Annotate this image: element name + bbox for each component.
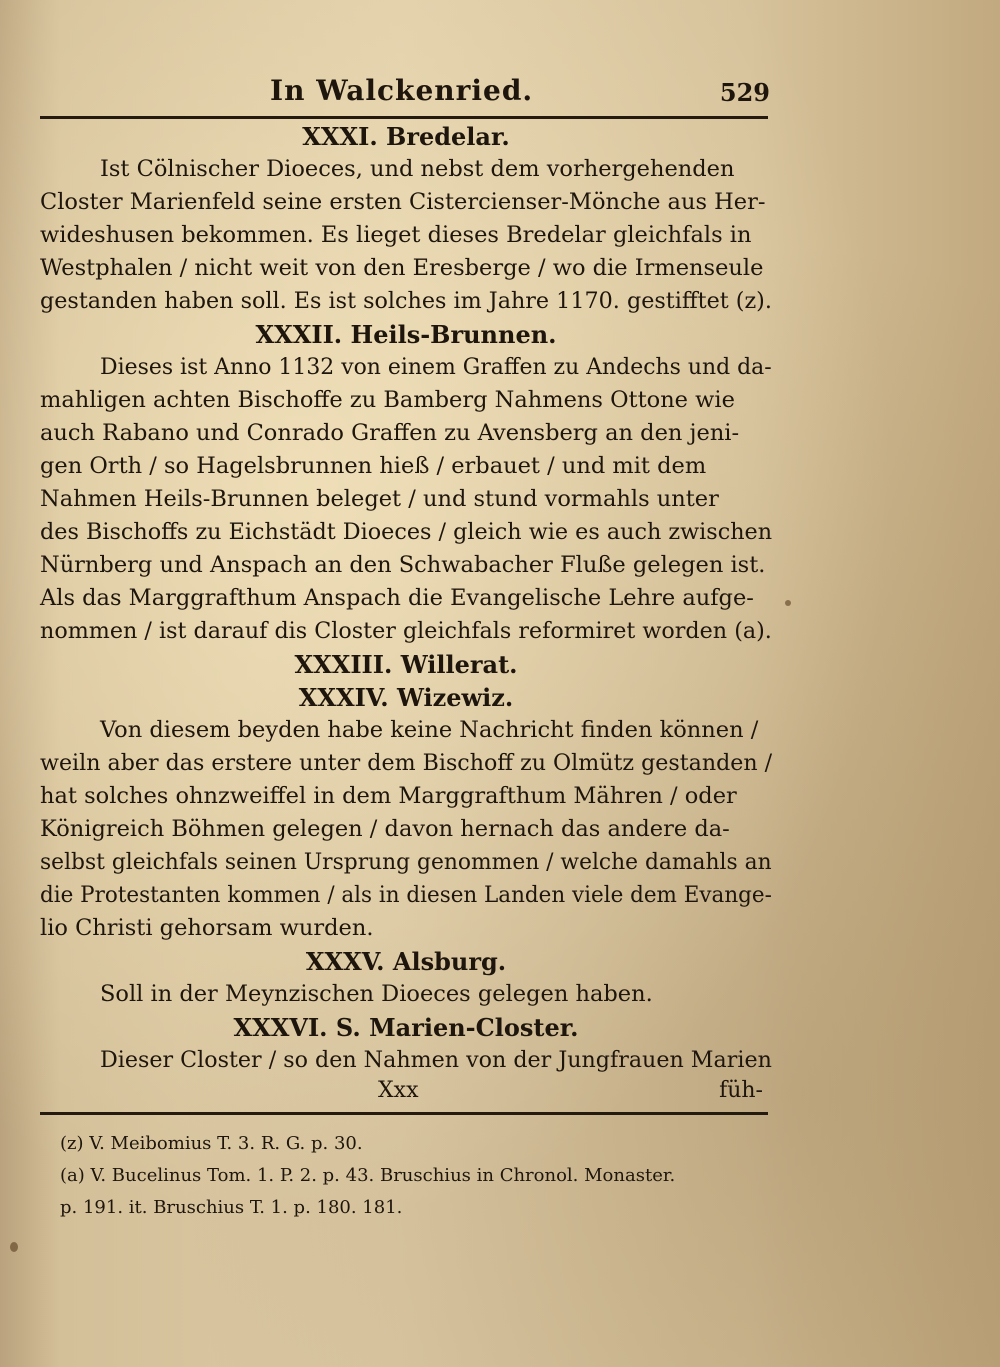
text-line: gestanden haben soll. Es ist solches im Jahre 1170. gestifftet (z). xyxy=(40,288,772,314)
section-heading: XXXII. Heils-Brunnen. xyxy=(255,320,557,349)
section-heading: XXXV. Alsburg. xyxy=(305,947,507,976)
text-line: wideshusen bekommen. Es lieget dieses Bredelar gleichfals in xyxy=(40,222,752,248)
running-title: In Walckenried. xyxy=(270,74,534,107)
text-line: Soll in der Meynzischen Dioeces gelegen haben. xyxy=(100,981,653,1007)
ink-spot xyxy=(10,1242,18,1252)
text-line: mahligen achten Bischoffe zu Bamberg Nahmens Ottone wie xyxy=(40,387,735,413)
footnotes xyxy=(60,1128,780,1224)
footnote-line: (z) V. Meibomius T. 3. R. G. p. 30. xyxy=(60,1133,363,1154)
text-line: Nahmen Heils-Brunnen beleget / und stund vormahls unter xyxy=(40,486,719,512)
page-header xyxy=(45,72,770,112)
footnote-rule xyxy=(40,1112,768,1115)
text-line: nommen / ist darauf dis Closter gleichfals reformiret worden (a). xyxy=(40,618,772,644)
text-line: Dieser Closter / so den Nahmen von der Jungfrauen Marien xyxy=(100,1047,772,1073)
text-line: Von diesem beyden habe keine Nachricht finden können / xyxy=(100,717,759,743)
page-number: 529 xyxy=(719,78,770,107)
text-line: Als das Marggrafthum Anspach die Evangelische Lehre aufge- xyxy=(40,585,754,611)
section-heading: XXXVI. S. Marien-Closter. xyxy=(233,1013,579,1042)
text-line: selbst gleichfals seinen Ursprung genommen / welche damahls an xyxy=(40,849,772,875)
body-text xyxy=(40,120,772,1077)
text-line: auch Rabano und Conrado Graffen zu Avensberg an den jeni- xyxy=(40,420,740,446)
section-heading: XXXIII. Willerat. xyxy=(294,650,518,679)
text-line: weiln aber das erstere unter dem Bischoff zu Olmütz gestanden / xyxy=(40,750,773,776)
section-heading: XXXIV. Wizewiz. xyxy=(298,683,514,712)
section-heading: XXXI. Bredelar. xyxy=(302,122,510,151)
text-line: Nürnberg und Anspach an den Schwabacher Fluße gelegen ist. xyxy=(40,552,766,578)
catch-line xyxy=(40,1078,768,1108)
text-line: Ist Cölnischer Dioeces, und nebst dem vorhergehenden xyxy=(100,156,735,182)
header-rule xyxy=(40,116,768,119)
signature-mark: Xxx xyxy=(378,1078,419,1103)
text-line: Dieses ist Anno 1132 von einem Graffen zu Andechs und da- xyxy=(100,354,772,380)
text-line: gen Orth / so Hagelsbrunnen hieß / erbauet / und mit dem xyxy=(40,453,707,479)
text-line: Königreich Böhmen gelegen / davon hernach das andere da- xyxy=(40,816,730,842)
footnote-line: (a) V. Bucelinus Tom. 1. P. 2. p. 43. Bruschius in Chronol. Monaster. xyxy=(60,1165,676,1186)
text-line: Westphalen / nicht weit von den Eresberge / wo die Irmenseule xyxy=(40,255,764,281)
catchword: füh- xyxy=(719,1078,763,1103)
text-line: lio Christi gehorsam wurden. xyxy=(40,915,374,941)
text-line: des Bischoffs zu Eichstädt Dioeces / gleich wie es auch zwischen xyxy=(40,519,773,545)
footnote-line: p. 191. it. Bruschius T. 1. p. 180. 181. xyxy=(60,1197,403,1218)
text-line: die Protestanten kommen / als in diesen Landen viele dem Evange- xyxy=(40,882,772,908)
text-line: Closter Marienfeld seine ersten Cistercienser-Mönche aus Her- xyxy=(40,189,766,215)
ink-spot xyxy=(785,600,791,606)
text-line: hat solches ohnzweiffel in dem Marggrafthum Mähren / oder xyxy=(40,783,737,809)
